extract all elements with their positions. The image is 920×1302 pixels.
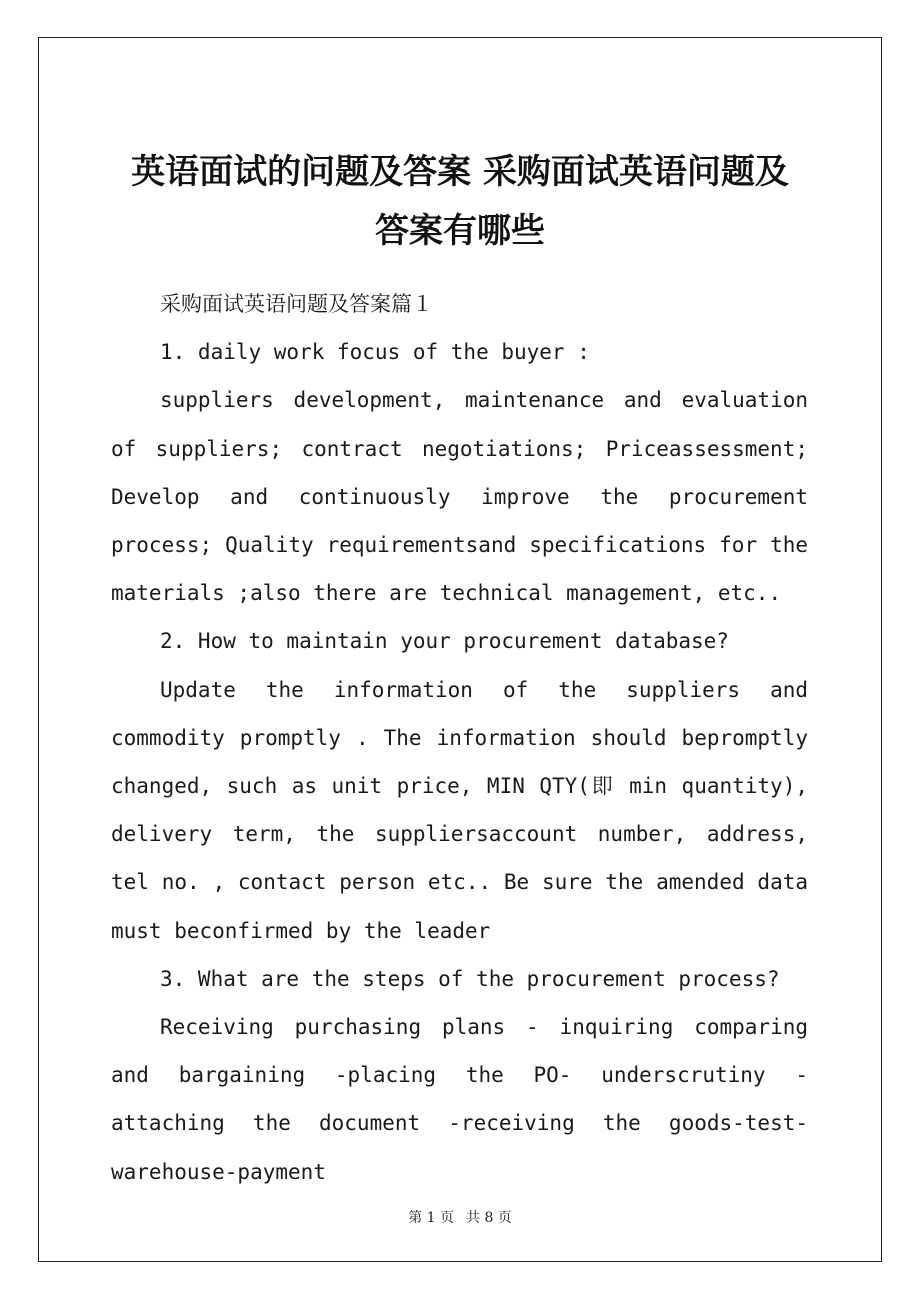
- document-body: [111, 280, 808, 1196]
- page-number: 第 1 页: [408, 1210, 454, 1226]
- answer-1: suppliers development, maintenance and evaluation of suppliers; contract negotiations; Priceassessment; Develop and continuously improve the procurement process; Quality requirementsand specifications for the materials ;also there are technical management, etc..: [111, 388, 808, 606]
- section-heading: 采购面试英语问题及答案篇１: [160, 292, 433, 316]
- answer-3: Receiving purchasing plans - inquiring comparing and bargaining -placing the PO- underscrutiny - attaching the document -receiving the goods-test-warehouse-payment: [111, 1015, 808, 1184]
- document-title-line-2: 答案有哪些: [375, 211, 545, 251]
- question-2: 2. How to maintain your procurement database?: [160, 629, 729, 654]
- page-total: 共 8 页: [466, 1210, 512, 1226]
- document-title-line-1: 英语面试的问题及答案 采购面试英语问题及: [131, 152, 789, 192]
- page-footer: [0, 1207, 920, 1227]
- answer-2: Update the information of the suppliers and commodity promptly . The information should bepromptly changed, such as unit price, MIN QTY(即 min quantity), delivery term, the suppliersaccount number, address, tel no. , contact person etc.. Be sure the amended data must beconfirmed by the leader: [111, 677, 808, 943]
- question-1: 1. daily work focus of the buyer :: [160, 340, 590, 365]
- question-3: 3. What are the steps of the procurement process?: [160, 966, 780, 991]
